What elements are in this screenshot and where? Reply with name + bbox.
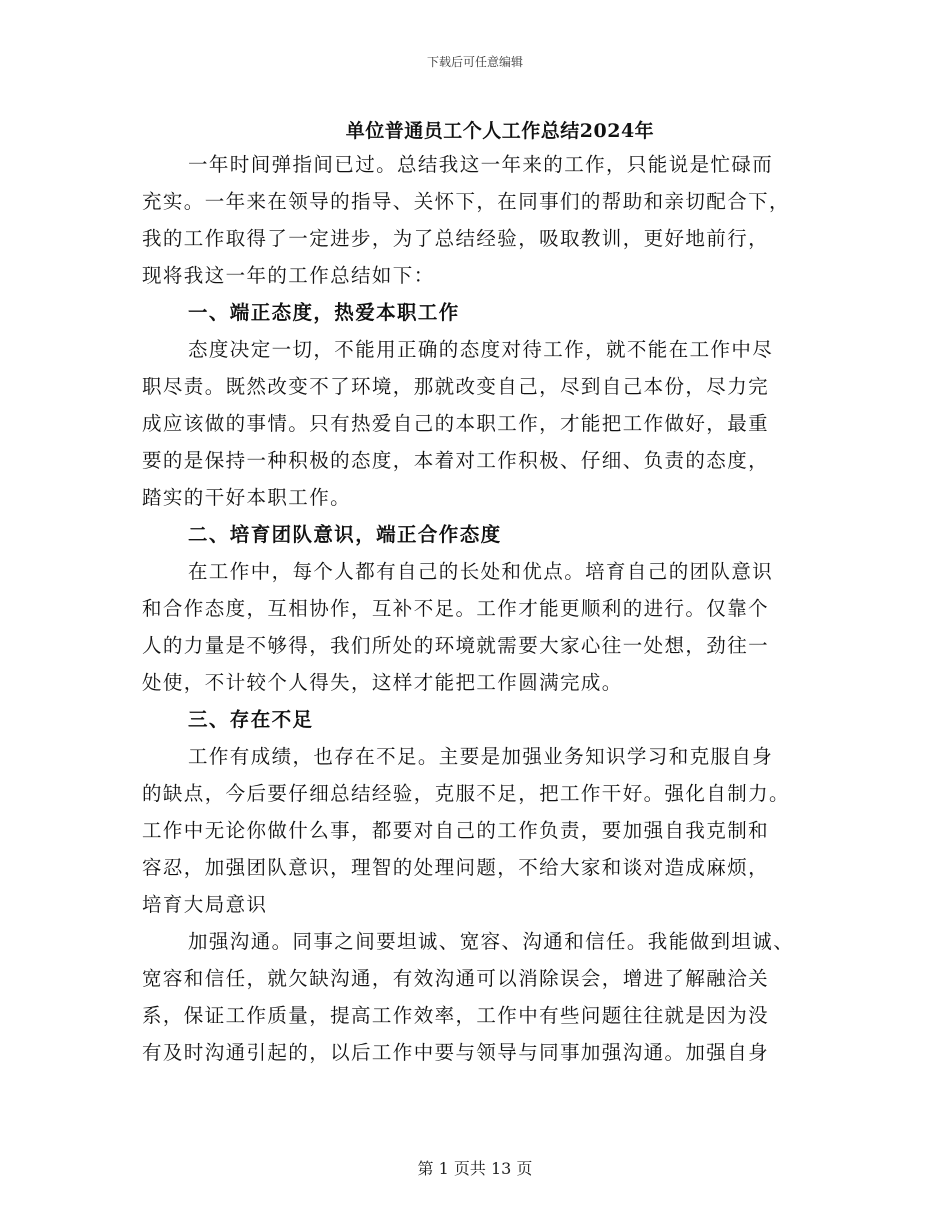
document-body <box>142 146 807 1071</box>
body-line: 职尽责。既然改变不了环境，那就改变自己，尽到自己本份，尽力完 <box>142 375 770 398</box>
body-line: 宽容和信任，就欠缺沟通，有效沟通可以消除误会，增进了解融洽关 <box>142 967 770 990</box>
body-line: 踏实的干好本职工作。 <box>142 486 352 509</box>
page-footer: 第 1 页共 13 页 <box>417 1159 533 1178</box>
section-heading: 一、端正态度，热爱本职工作 <box>188 301 460 324</box>
body-line: 现将我这一年的工作总结如下： <box>142 264 435 287</box>
body-line: 工作有成绩，也存在不足。主要是加强业务知识学习和克服自身 <box>188 745 774 768</box>
page-header-note: 下载后可任意编辑 <box>426 55 523 69</box>
body-line: 成应该做的事情。只有热爱自己的本职工作，才能把工作做好，最重 <box>142 412 770 435</box>
section-heading: 三、存在不足 <box>188 708 314 731</box>
body-line: 人的力量是不够得，我们所处的环境就需要大家心往一处想，劲往一 <box>142 634 770 657</box>
body-line: 系，保证工作质量，提高工作效率，工作中有些问题往往就是因为没 <box>142 1004 770 1027</box>
body-line: 我的工作取得了一定进步，为了总结经验，吸取教训，更好地前行， <box>142 227 770 250</box>
body-line: 的缺点，今后要仔细总结经验，克服不足，把工作干好。强化自制力。 <box>142 782 790 805</box>
body-line: 要的是保持一种积极的态度，本着对工作积极、仔细、负责的态度， <box>142 449 770 472</box>
body-line: 态度决定一切，不能用正确的态度对待工作，就不能在工作中尽 <box>188 338 774 361</box>
body-line: 培育大局意识 <box>142 893 268 916</box>
body-line: 一年时间弹指间已过。总结我这一年来的工作，只能说是忙碌而 <box>188 153 774 176</box>
body-line: 处使，不计较个人得失，这样才能把工作圆满完成。 <box>142 671 623 694</box>
body-line: 和合作态度，互相协作，互补不足。工作才能更顺利的进行。仅靠个 <box>142 597 770 620</box>
body-line: 加强沟通。同事之间要坦诚、宽容、沟通和信任。我能做到坦诚、 <box>188 930 795 953</box>
body-line: 在工作中，每个人都有自己的长处和优点。培育自己的团队意识 <box>188 560 774 583</box>
section-heading: 二、培育团队意识，端正合作态度 <box>188 523 502 546</box>
body-line: 容忍，加强团队意识，理智的处理问题，不给大家和谈对造成麻烦， <box>142 856 770 879</box>
body-line: 充实。一年来在领导的指导、关怀下，在同事们的帮助和亲切配合下， <box>142 190 790 213</box>
body-line: 有及时沟通引起的，以后工作中要与领导与同事加强沟通。加强自身 <box>142 1041 770 1064</box>
document-title: 单位普通员工个人工作总结2024年 <box>345 120 655 142</box>
body-line: 工作中无论你做什么事，都要对自己的工作负责，要加强自我克制和 <box>142 819 770 842</box>
